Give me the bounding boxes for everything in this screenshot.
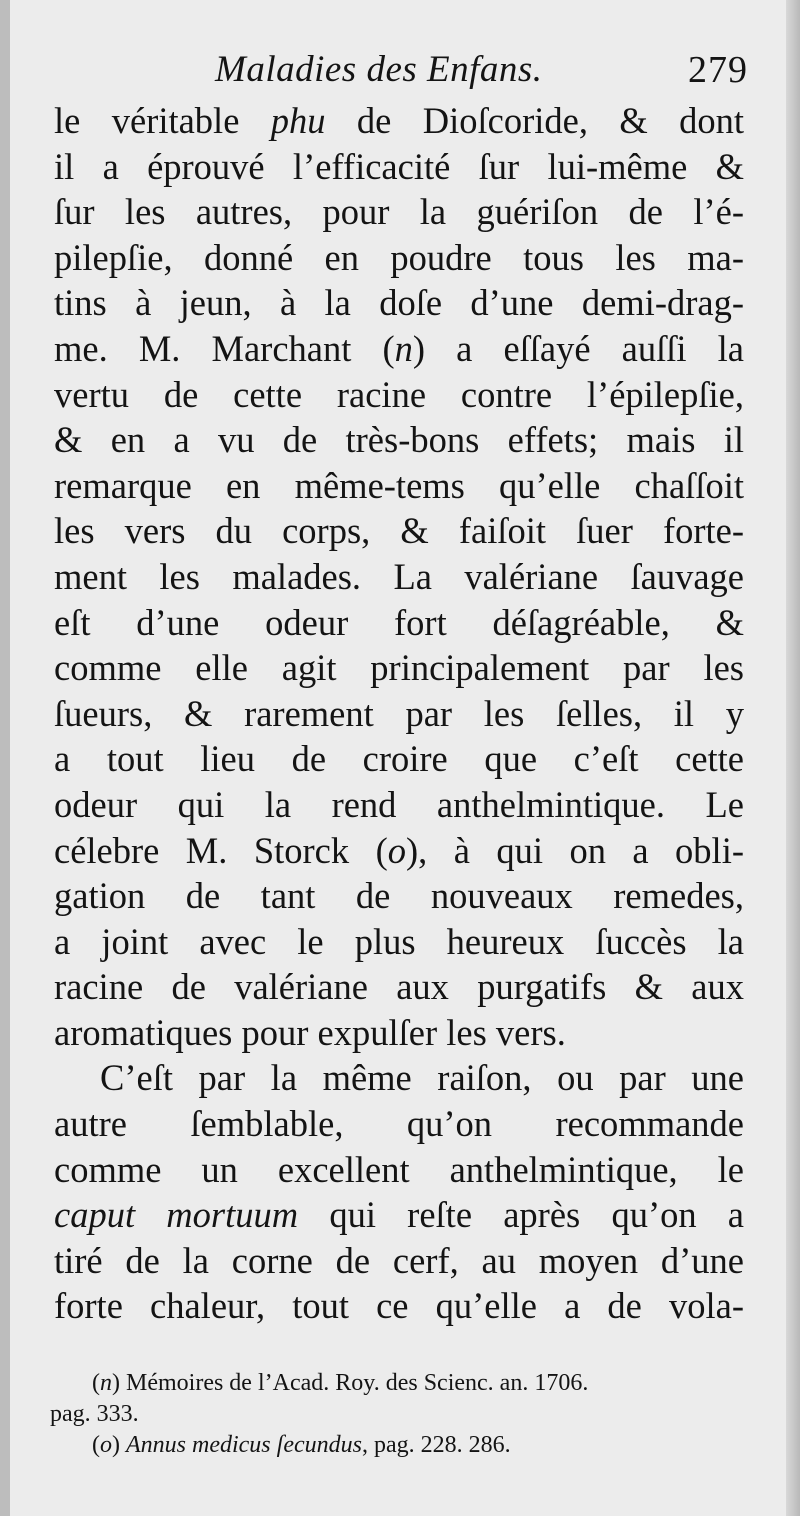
text-line: a joint avec le plus heureux ſuccès la (54, 920, 744, 962)
text-line: caput mortuum qui reſte après qu’on a (54, 1194, 744, 1236)
footnote-n: (n) Mémoires de l’Acad. Roy. des Scienc. an. 1706. (92, 1370, 589, 1396)
footnote-o: (o) Annus medicus ſecundus, pag. 228. 286. (92, 1432, 511, 1458)
text-line: aromatiques pour expulſer les vers. (54, 1011, 566, 1053)
text-line: forte chaleur, tout ce qu’elle a de vola- (54, 1285, 744, 1327)
text-line: comme un excellent anthelmintique, le (54, 1148, 744, 1190)
text-line: remarque en même-tems qu’elle chaſſoit (54, 464, 744, 506)
text-line: gation de tant de nouveaux remedes, (54, 875, 744, 917)
text-line: a tout lieu de croire que c’eſt cette (54, 738, 744, 780)
text-line: ment les malades. La valériane ſauvage (54, 555, 744, 597)
running-title: Maladies des Enfans. (215, 49, 543, 90)
text-line: ſur les autres, pour la guériſon de l’é- (54, 191, 744, 233)
text-line: célebre M. Storck (o), à qui on a obli- (54, 829, 744, 871)
text-line: pilepſie, donné en poudre tous les ma- (54, 236, 744, 278)
footnotes (50, 1368, 750, 1461)
text-line: eſt d’une odeur fort déſagréable, & (54, 601, 744, 643)
text-line: odeur qui la rend anthelmintique. Le (54, 783, 744, 825)
page-header (55, 48, 748, 98)
page-number: 279 (688, 49, 748, 91)
text-line: ſueurs, & rarement par les ſelles, il y (54, 692, 744, 734)
text-line: les vers du corps, & faiſoit ſuer forte- (54, 510, 744, 552)
body-text (54, 98, 744, 1329)
text-line: le véritable phu de Dioſcoride, & dont (54, 100, 744, 141)
text-line: me. M. Marchant (n) a eſſayé auſſi la (54, 327, 744, 369)
text-line: racine de valériane aux purgatifs & aux (54, 966, 744, 1008)
footnote-n-continuation: pag. 333. (50, 1401, 139, 1427)
text-line: autre ſemblable, qu’on recommande (54, 1103, 744, 1145)
text-line: il a éprouvé l’efficacité ſur lui-même & (54, 145, 744, 187)
text-line: comme elle agit principalement par les (54, 647, 744, 689)
text-line: tins à jeun, à la doſe d’une demi-drag- (54, 282, 744, 324)
text-line: & en a vu de très-bons effets; mais il (54, 419, 744, 461)
text-line: tiré de la corne de cerf, au moyen d’une (54, 1239, 744, 1281)
text-line: vertu de cette racine contre l’épilepſie, (54, 373, 744, 415)
text-line: C’eſt par la même raiſon, ou par une (100, 1057, 744, 1099)
